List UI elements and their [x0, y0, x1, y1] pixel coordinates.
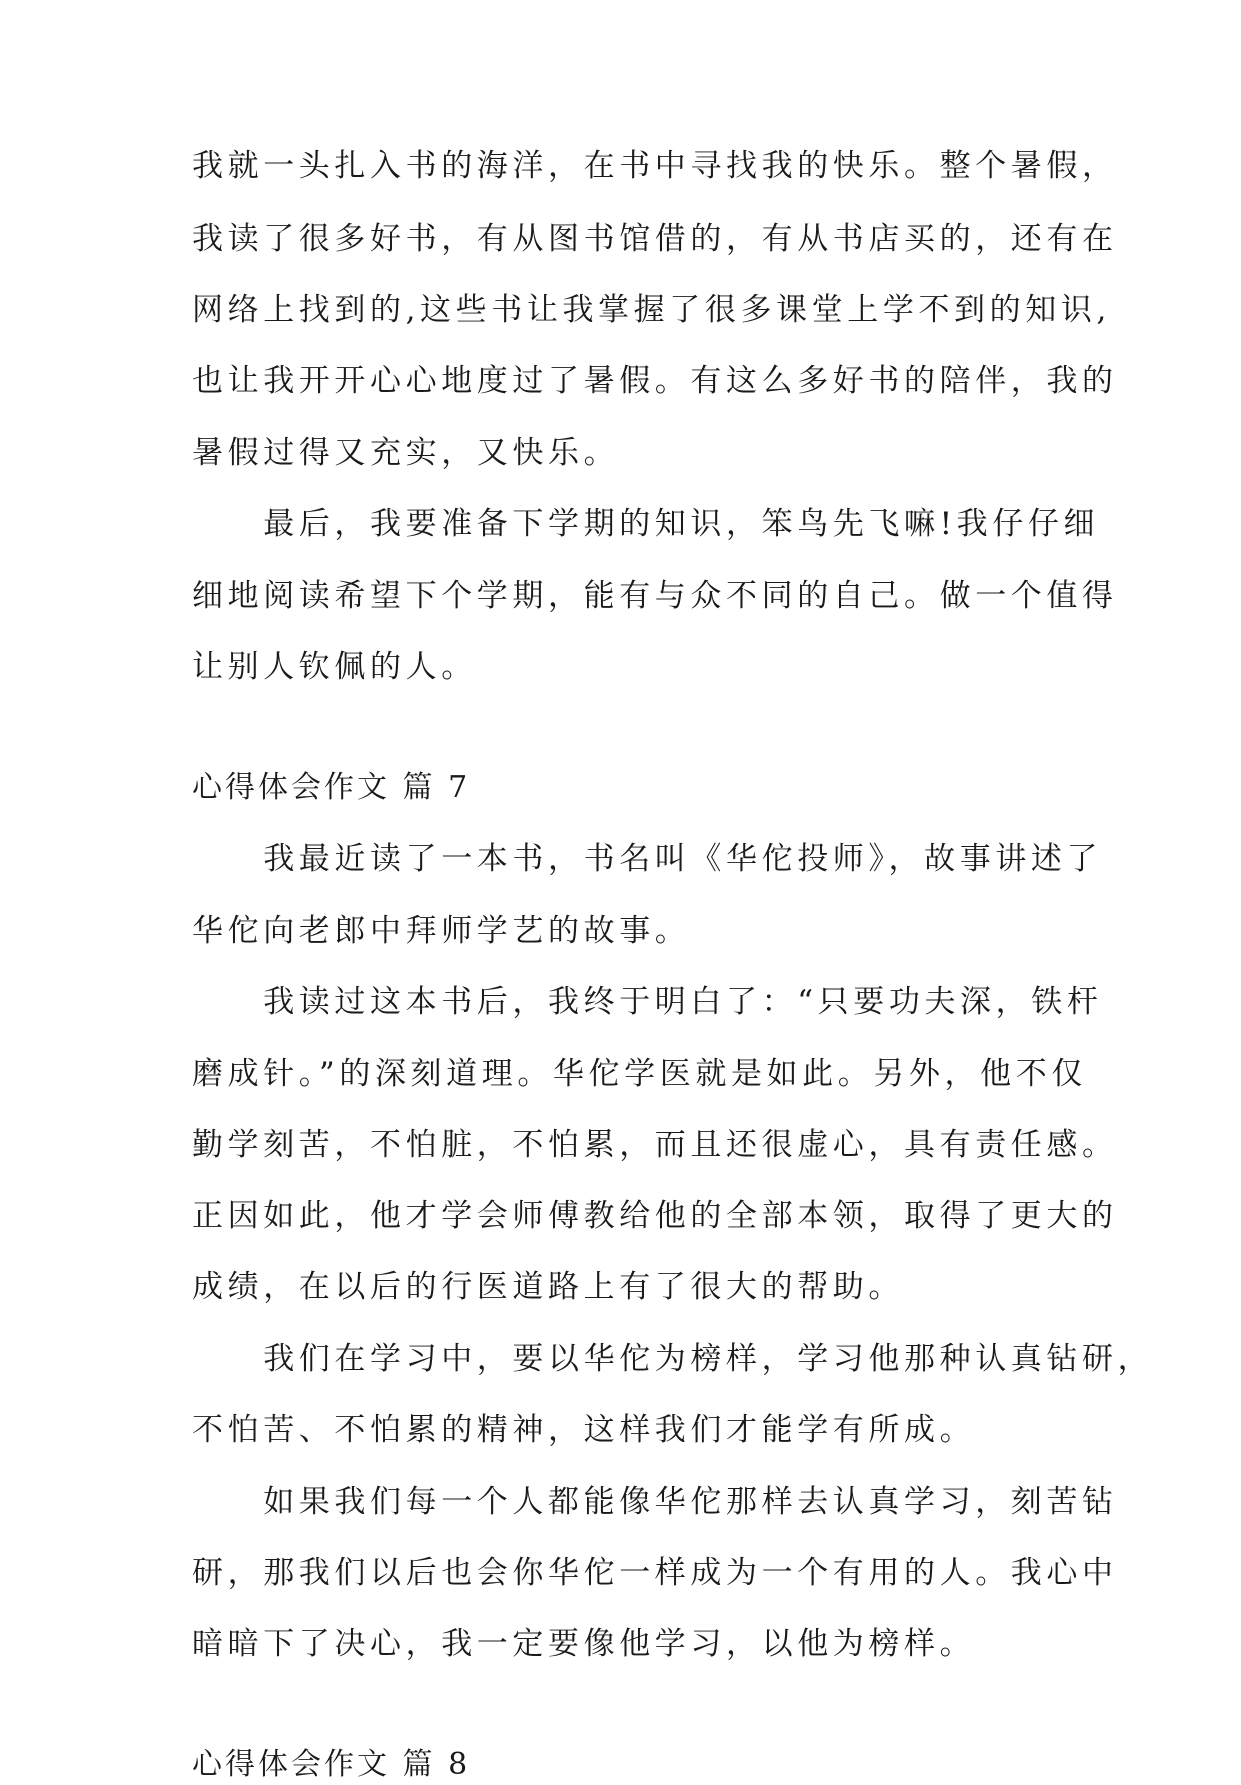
text-line: 细地阅读希望下个学期，能有与众不同的自己。做一个值得: [192, 578, 1118, 614]
text-line: 也让我开开心心地度过了暑假。有这么多好书的陪伴，我的: [192, 363, 1118, 399]
text-line: 我就一头扎入书的海洋，在书中寻找我的快乐。整个暑假，: [192, 148, 1118, 184]
text-line: 我读了很多好书，有从图书馆借的，有从书店买的，还有在: [192, 221, 1118, 257]
text-line: 最后，我要准备下学期的知识，笨鸟先飞嘛!我仔仔细: [192, 506, 1100, 542]
section-heading: 心得体会作文 篇 8: [192, 1747, 471, 1782]
text-line: 暗暗下了决心，我一定要像他学习，以他为榜样。: [192, 1626, 976, 1662]
text-line: 网络上找到的,这些书让我掌握了很多课堂上学不到的知识,: [192, 292, 1111, 328]
text-line: 成绩，在以后的行医道路上有了很大的帮助。: [192, 1269, 904, 1305]
text-line: 暑假过得又充实，又快乐。: [192, 435, 620, 471]
text-line: 正因如此，他才学会师傅教给他的全部本领，取得了更大的: [192, 1198, 1118, 1234]
text-line: 研，那我们以后也会你华佗一样成为一个有用的人。我心中: [192, 1555, 1118, 1591]
text-line: 不怕苦、不怕累的精神，这样我们才能学有所成。: [192, 1412, 976, 1448]
text-line: 让别人钦佩的人。: [192, 649, 477, 685]
text-line: 磨成针。”的深刻道理。华佗学医就是如此。另外，他不仅: [192, 1056, 1087, 1092]
text-line: 如果我们每一个人都能像华佗那样去认真学习，刻苦钻: [192, 1484, 1118, 1520]
section-heading: 心得体会作文 篇 7: [192, 770, 471, 805]
text-line: 我最近读了一本书，书名叫《华佗投师》，故事讲述了: [192, 841, 1103, 877]
text-line: 我们在学习中，要以华佗为榜样，学习他那种认真钻研，: [192, 1341, 1154, 1377]
text-line: 华佗向老郎中拜师学艺的故事。: [192, 913, 691, 949]
text-line: 我读过这本书后，我终于明白了：“只要功夫深，铁杆: [192, 984, 1103, 1020]
text-line: 勤学刻苦，不怕脏，不怕累，而且还很虚心，具有责任感。: [192, 1127, 1118, 1163]
